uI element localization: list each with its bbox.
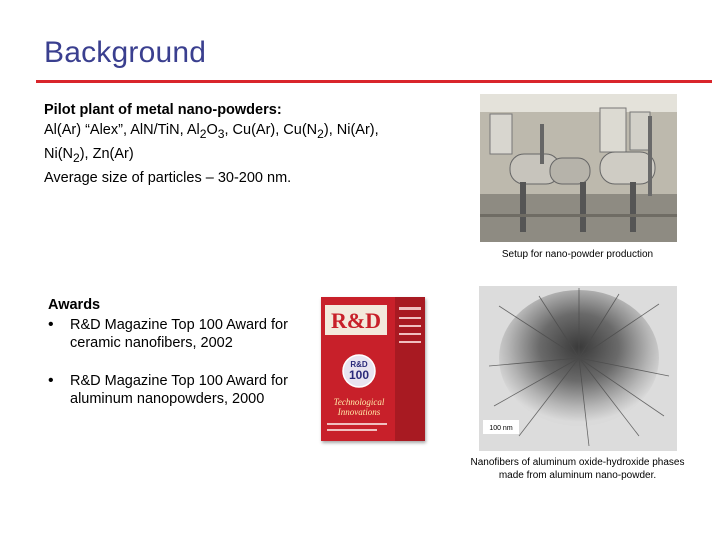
intro-text	[44, 100, 464, 188]
award-text: R&D Magazine Top 100 Award for aluminum nanopowders, 2000	[70, 373, 288, 407]
pilot-plant-photo	[480, 94, 677, 242]
awards-heading: Awards	[48, 297, 101, 313]
magazine-logo: R&D	[330, 308, 382, 333]
tem-micrograph	[479, 286, 677, 451]
pilot-plant-image	[480, 94, 677, 242]
intro-materials-line: Al(Ar) “Alex”, AlN/TiN, $Al_2O_3$, Cu(Ar), $Cu(N_2)$, Ni(Ar),	[44, 122, 379, 141]
intro-heading: Pilot plant of metal nano-powders:	[44, 102, 282, 118]
scale-bar-label: 100 nm	[489, 425, 513, 432]
slide-title: Background	[44, 36, 207, 69]
cover-line-1: Technological	[333, 397, 385, 407]
intro-particle-size: Average size of particles – 30-200 nm.	[44, 169, 292, 186]
magazine-cover-image	[321, 297, 425, 441]
award-text: R&D Magazine Top 100 Award for ceramic nanofibers, 2002	[70, 317, 288, 351]
cover-line-2: Innovations	[337, 407, 381, 417]
bullet-icon: •	[48, 316, 54, 333]
bullet-icon: •	[48, 372, 54, 389]
awards-section	[48, 296, 308, 408]
intro-materials-line-2: $Ni(N_2)$, Zn(Ar)	[44, 145, 134, 165]
nanofiber-caption: Nanofibers of aluminum oxide-hydroxide phases made from aluminum nano-powder.	[470, 457, 685, 481]
badge-top: R&D	[350, 360, 368, 369]
pilot-plant-caption: Setup for nano-powder production	[501, 249, 654, 260]
badge-number: 100	[348, 368, 370, 382]
award-item	[48, 316, 308, 352]
award-item	[48, 372, 308, 408]
rd-magazine-cover	[321, 297, 425, 441]
title-divider	[36, 80, 712, 83]
nanofiber-tem-image	[479, 286, 677, 451]
